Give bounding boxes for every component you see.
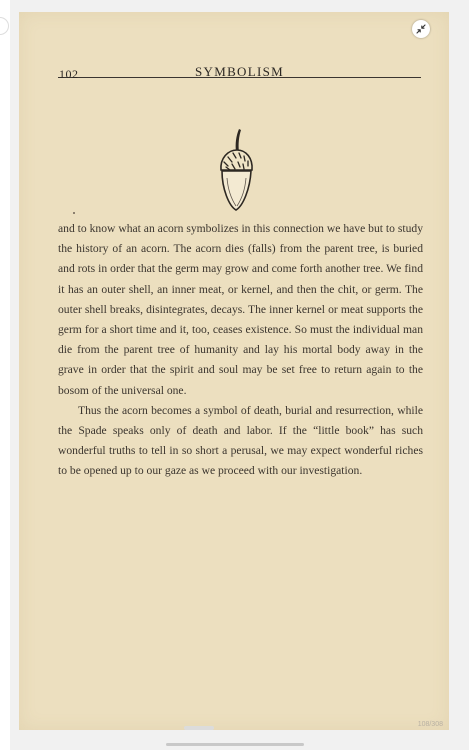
book-page	[19, 12, 449, 730]
page-body	[58, 219, 423, 482]
home-indicator[interactable]	[166, 743, 304, 746]
page-number: 102	[59, 67, 79, 81]
collapse-arrows-icon	[416, 24, 426, 34]
page-header	[58, 56, 421, 81]
collapse-button[interactable]	[412, 20, 430, 38]
body-paragraph: Thus the acorn becomes a symbol of death, burial and resurrection, while the Spade speaks only of death and labor. If the “little book” has such wonderful truths to tell in so short a perusal, we may expect wonderful riches to be opened up to our gaze as we proceed with our investigation.	[58, 403, 423, 478]
left-panel-edge	[0, 0, 10, 750]
page-counter: 108/308	[417, 721, 443, 728]
acorn-icon	[216, 126, 256, 214]
body-paragraph: and to know what an acorn symbolizes in this connection we have but to study the history of an acorn. The acorn dies (falls) from the parent tree, is buried and rots in order that the germ may grow and come forth another tree. We find it has an outer shell, an inner meat, or kernel, and then the chit, or germ. The outer shell breaks, disintegrates, decays. The inner kernel or meat supports the germ for a short time and it, too, ceases existence. So must the individual man die from the parent tree of humanity and lay his mortal body away in the grave in order that the spirit and soul may be set free to return again to the bosom of the universal one.	[58, 222, 423, 397]
page-drag-handle[interactable]	[184, 726, 214, 730]
print-speck	[73, 212, 75, 214]
running-head-title: SYMBOLISM	[195, 64, 284, 79]
panel-handle[interactable]	[0, 18, 8, 34]
